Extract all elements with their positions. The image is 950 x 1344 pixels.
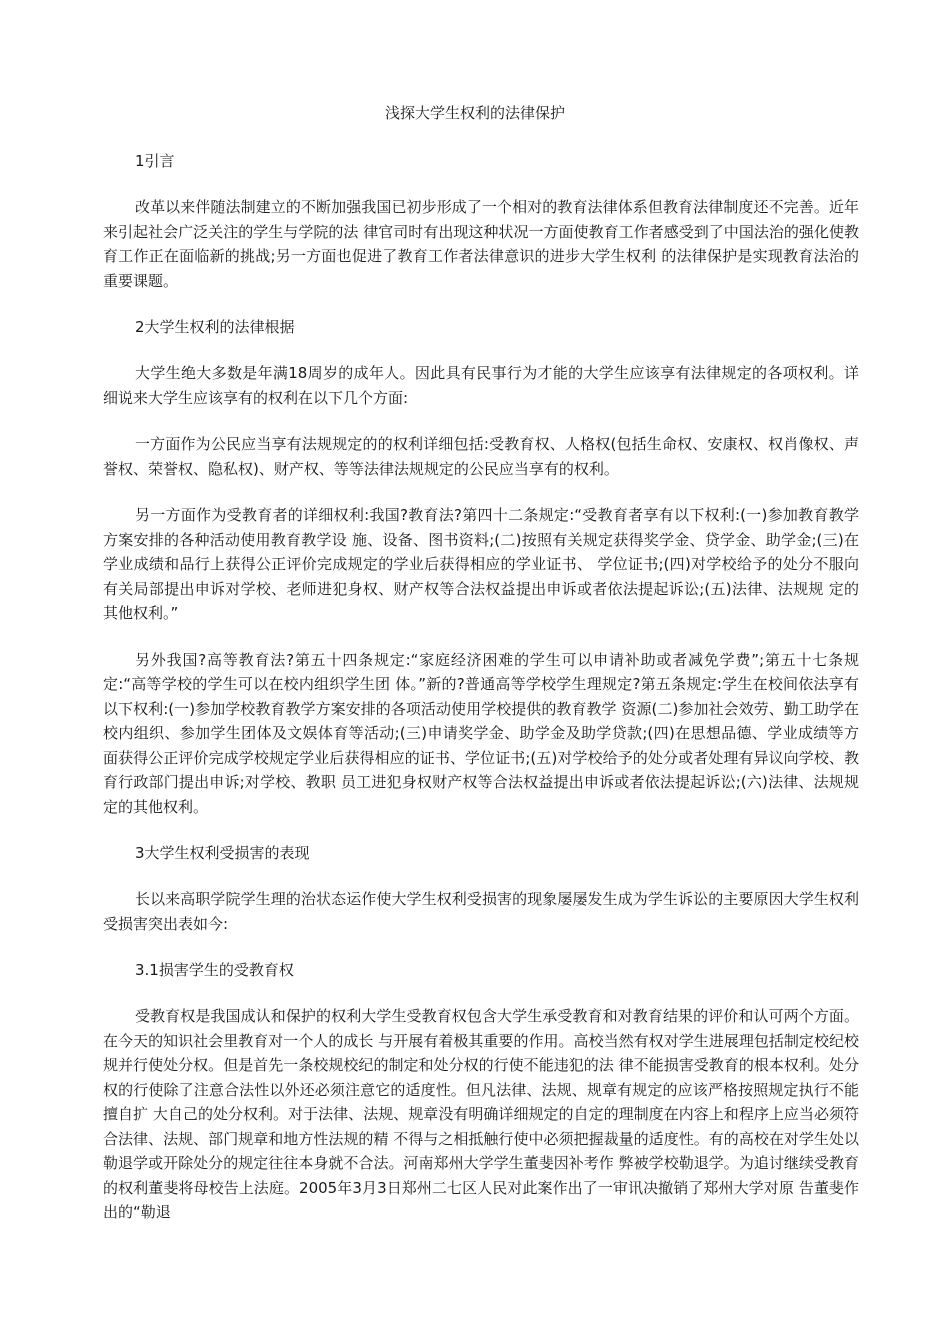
paragraph-education-law: 另一方面作为受教育者的详细权利:我国?教育法?第四十二条规定:“受教育者享有以下权利:(一)参加教育教学方案安排的各种活动使用教育教学设 施、设备、图书资料;(二)按照有关规定获得奖学金、贷学金、助学金;(三)在学业成绩和品行上获得公正评价完成规定的学业后获得相应的学业证书、 学位证书;(四)对学校给予的处分不服向有关局部提出申诉对学校、老师进犯身权、财产权等合法权益提出申诉或者依法提起诉讼;(五)法律、法规规 定的其他权利。” (103, 506, 859, 622)
paragraph-violations-overview: 长以来高职学院学生理的治状态运作使大学生权利受损害的现象屡屡发生成为学生诉讼的主要原因大学生权利受损害突出表如今: (103, 890, 859, 933)
document-title: 浅探大学生权利的法律保护 (384, 104, 565, 122)
paragraph-right-to-education: 受教育权是我国成认和保护的权利大学生受教育权包含大学生承受教育和对教育结果的评价和认可两个方面。在今天的知识社会里教育对一个人的成长 与开展有着极其重要的作用。高校当然有权对学生进展理包括制定校纪校规并行使处分权。但是首先一条校规校纪的制定和处分权的行使不能违犯的法 律不能损害受教育的根本权利。处分权的行使除了注意合法性以外还必须注意它的适度性。但凡法律、法规、规章有规定的应该严格按照规定执行不能擅自扩 大自己的处分权利。对于法律、法规、规章没有明确详细规定的自定的理制度在内容上和程序上应当必须符合法律、法规、部门规章和地方性法规的精 不得与之相抵触行使中必须把握裁量的适度性。有的高校在对学生处以勒退学或开除处分的规定往往本身就不合法。河南郑州大学学生董斐因补考作 弊被学校勒退学。为追讨继续受教育的权利董斐将母校告上法庭。2005年3月3日郑州二七区人民对此案作出了一审讯决撤销了郑州大学对原 告董斐作出的“勒退 (103, 1007, 859, 1221)
paragraph-higher-education-law: 另外我国?高等教育法?第五十四条规定:“家庭经济困难的学生可以申请补助或者减免学费”;第五十七条规定:“高等学校的学生可以在校内组织学生团 体。”新的?普通高等学校学生理规定?第五条规定:学生在校间依法享有以下权利:(一)参加学校教育教学方案安排的各项活动使用学校提供的教育教学 资源(二)参加社会效劳、勤工助学在校内组织、参加学生团体及文娱体育等活动;(三)申请奖学金、助学金及助学贷款;(四)在思想品德、学业成绩等方 面获得公正评价完成学校规定学业后获得相应的证书、学位证书;(五)对学校给予的处分或者处理有异议向学校、教育行政部门提出申诉;对学校、教职 员工进犯身权财产权等合法权益提出申诉或者依法提起诉讼;(六)法律、法规规定的其他权利。 (103, 650, 859, 816)
paragraph-adult-students: 大学生绝大多数是年满18周岁的成年人。因此具有民事行为才能的大学生应该享有法律规定的各项权利。详细说来大学生应该享有的权利在以下几个方面: (103, 364, 859, 407)
document-body (103, 149, 859, 1225)
section-heading-rights-violations: 3大学生权利受损害的表现 (135, 844, 310, 862)
section-heading-introduction: 1引言 (135, 152, 175, 170)
section-heading-legal-basis: 2大学生权利的法律根据 (135, 318, 295, 336)
paragraph-citizen-rights: 一方面作为公民应当享有法规规定的的权利详细包括:受教育权、人格权(包括生命权、安康权、权肖像权、声誉权、荣誉权、隐私权)、财产权、等等法律法规规定的公民应当享有的权利。 (103, 435, 859, 478)
subsection-heading-right-to-education: 3.1损害学生的受教育权 (135, 961, 294, 979)
paragraph-introduction: 改革以来伴随法制建立的不断加强我国已初步形成了一个相对的教育法律体系但教育法律制度还不完善。近年来引起社会广泛关注的学生与学院的法 律官司时有出现这种状况一方面使教育工作者感受到了中国法治的强化使教育工作正在面临新的挑战;另一方面也促进了教育工作者法律意识的进步大学生权利 的法律保护是实现教育法治的重要课题。 (103, 198, 859, 290)
